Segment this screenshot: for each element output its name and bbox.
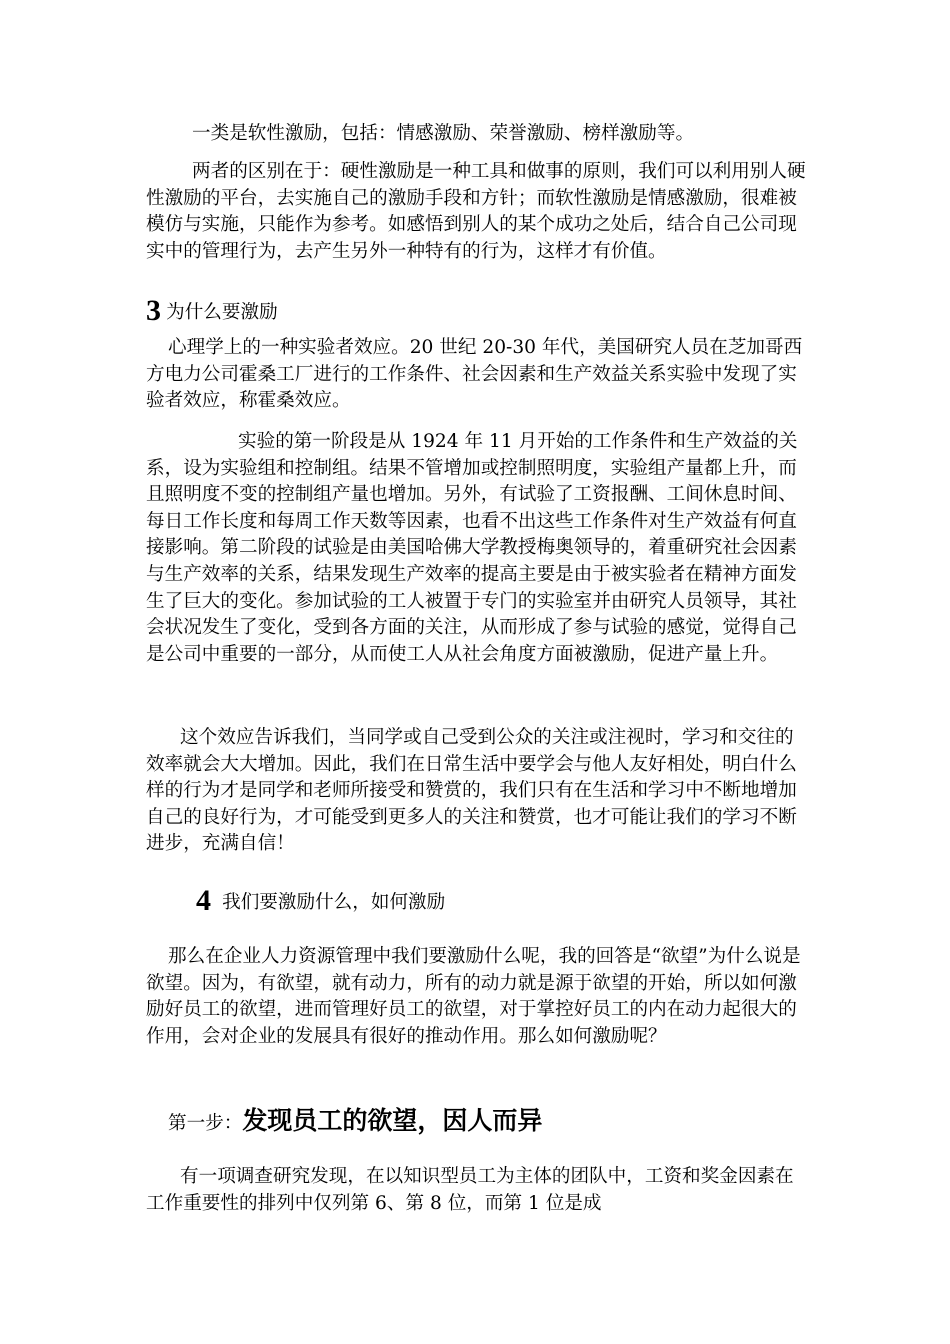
section-title-4: 我们要激励什么，如何激励: [222, 892, 446, 913]
step-one-title: 发现员工的欲望，因人而异: [242, 1106, 543, 1135]
paragraph-difference: 两者的区别在于：硬性激励是一种工具和做事的原则，我们可以利用别人硬性激励的平台，去实施自己的激励手段和方针；而软性激励是情感激励，很难被模仿与实施，只能作为参考。如感悟到别人的某个成功之处后，结合自己公司现实中的管理行为，去产生另外一种特有的行为，这样才有价值。: [146, 161, 806, 262]
section-number-4: 4: [196, 884, 211, 917]
step-one-heading: [168, 1101, 542, 1137]
paragraph-survey: 有一项调查研究发现，在以知识型员工为主体的团队中，工资和奖金因素在工作重要性的排列中仅列第 6、第 8 位，而第 1 位是成: [146, 1166, 794, 1214]
paragraph-hawthorne-intro: 心理学上的一种实验者效应。20 世纪 20-30 年代，美国研究人员在芝加哥西方电力公司霍桑工厂进行的工作条件、社会因素和生产效益关系实验中发现了实验者效应，称霍桑效应。: [146, 337, 803, 412]
paragraph-experiment: 实验的第一阶段是从 1924 年 11 月开始的工作条件和生产效益的关系，设为实验组和控制组。结果不管增加或控制照明度，实验组产量都上升，而且照明度不变的控制组产量也增加。另外，有试验了工资报酬、工间休息时间、每日工作长度和每周工作天数等因素，也看不出这些工作条件对生产效益有何直接影响。第二阶段的试验是由美国哈佛大学教授梅奥领导的，着重研究社会因素与生产效率的关系，结果发现生产效率的提高主要是由于被实验者在精神方面发生了巨大的变化。参加试验的工人被置于专门的实验室并由研究人员领导，其社会状况发生了变化，受到各方面的关注，从而形成了参与试验的感觉，觉得自己是公司中重要的一部分，从而使工人从社会角度方面被激励，促进产量上升。: [146, 431, 798, 665]
section-heading-4: [196, 884, 445, 918]
section-number-3: 3: [146, 294, 161, 327]
paragraph-effect-lesson: 这个效应告诉我们，当同学或自己受到公众的关注或注视时，学习和交往的效率就会大大增加。因此，我们在日常生活中要学会与他人友好相处，明白什么样的行为才是同学和老师所接受和赞赏的，我们只有在生活和学习中不断地增加自己的良好行为，才可能受到更多人的关注和赞赏，也才可能让我们的学习不断进步，充满自信！: [146, 727, 797, 855]
section-heading-3: [146, 294, 278, 328]
step-one-prefix: 第一步：: [168, 1113, 243, 1134]
paragraph-soft-incentive: 一类是软性激励，包括：情感激励、荣誉激励、榜样激励等。: [192, 123, 695, 144]
section-title-3: 为什么要激励: [166, 302, 278, 323]
paragraph-desire: 那么在企业人力资源管理中我们要激励什么呢，我的回答是“欲望”为什么说是欲望。因为，有欲望，就有动力，所有的动力就是源于欲望的开始，所以如何激励好员工的欲望，进而管理好员工的欲望，对于掌控好员工的内在动力起很大的作用，会对企业的发展具有很好的推动作用。那么如何激励呢？: [146, 946, 801, 1047]
